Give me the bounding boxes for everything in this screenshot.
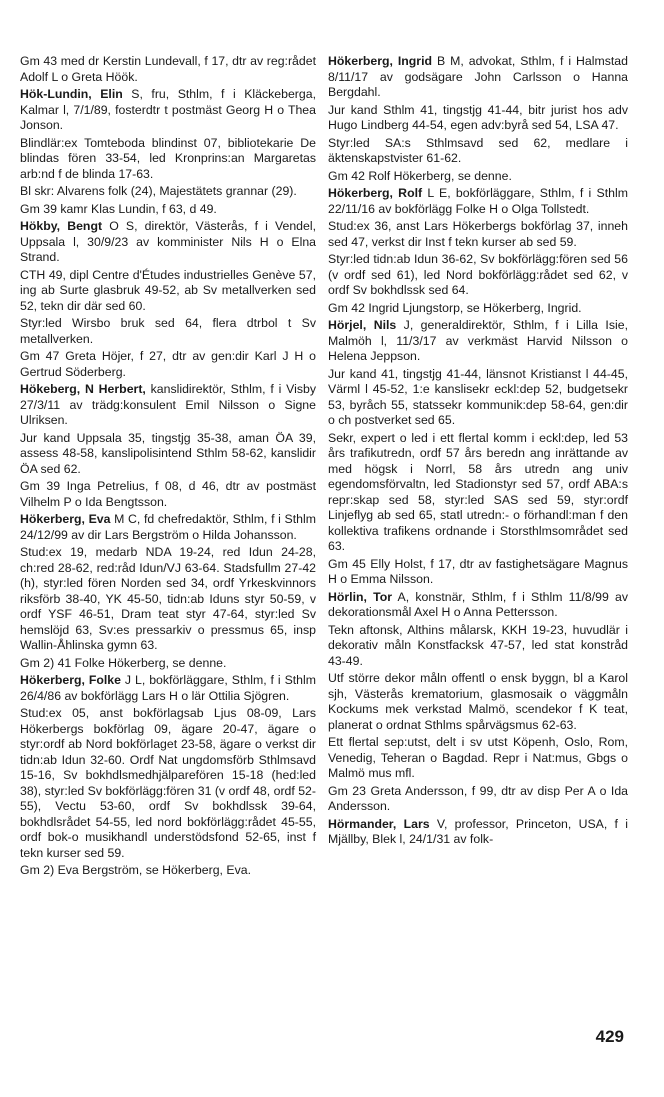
biography-paragraph (20, 316, 316, 347)
entry-text: Stud:ex 36, anst Lars Hökerbergs bokförlag 37, inneh sed 47, verkst dir Inst f tekn kurser ab sed 59. (328, 219, 628, 249)
biography-entry (328, 318, 628, 365)
entry-text: Styr:led tidn:ab Idun 36-62, Sv bokförlägg:fören sed 56 (v ordf sed 61), led Nord bokförlägg:rådet sed 62, v ordf Sv bokhdlssk sed 64. (328, 252, 628, 297)
entry-text: J, generaldirektör, Sthlm, f i Lilla Isie, Malmöh l, 11/3/17 av verkmäst Harvid Nilsson o Helena Jeppson. (328, 318, 628, 363)
entry-name: Hörjel, Nils (328, 318, 397, 332)
biography-entry (328, 817, 628, 848)
entry-text: Ett flertal sep:utst, delt i sv utst Köpenh, Oslo, Rom, Venedig, Teheran o Bagdad. Repr i Nat:mus, Gbgs o Malmö mus mfl. (328, 735, 628, 780)
entry-text: Gm 42 Rolf Hökerberg, se denne. (328, 168, 512, 183)
biography-paragraph (328, 671, 628, 733)
entry-name: Hörmander, Lars (328, 816, 430, 831)
biography-paragraph (328, 557, 628, 588)
entry-name: Hörlin, Tor (328, 589, 393, 604)
entry-text: Utf större dekor måln offentl o ensk byggn, bl a Karol sjh, Västerås krematorium, glasmosaik o väggmåln Kockums mek verkstad Malmö, scendekor f K teat, planerat o ordnat Sthlms spårvägsmus 62-63. (328, 671, 628, 732)
biography-paragraph (20, 136, 316, 183)
biography-paragraph (328, 301, 628, 317)
entry-text: Stud:ex 19, medarb NDA 19-24, red Idun 24-28, ch:red 28-62, red:råd Idun/VJ 63-64. Stadsfullm 27-42 (h), styr:led fören Norden sed 34, ordf Yrkeskvinnors riksförb 38-40, YK 45-50, tidn:ab Iduns styr 50-59, v ordf YSF 46-51, Dram teat styr 47-64, styr:led Sv hemslöjd 63, Sv:es pressarkiv o pressmus 65, insp Wallin-Åhlinska gymn 63. (20, 545, 316, 652)
entry-text: M C, fd chefredaktör, Sthlm, f i Sthlm 24/12/99 av dir Lars Bergström o Hilda Johansson. (20, 512, 316, 542)
entry-text: Blindlär:ex Tomteboda blindinst 07, bibliotekarie De blindas fören 33-54, led Kronprins:an Margaretas arb:nd f de blinda 17-63. (20, 135, 316, 181)
entry-text: Stud:ex 05, anst bokförlagsab Ljus 08-09, Lars Hökerbergs bokförlag 09, ägare 20-47, ägare o styr:ordf ab Nord bokförlaget 23-58, ägare o verkst dir tidn:ab Idun 32-60. Ordf Nat ungdomsförb Sthlmsavd 15-16, Sv bokhdlsmedhjälparefören 15-18 (hed:led 38), styr:led Sv bokförlägg:fören 31 (v ordf 48, ordf 52-55), Vectu 53-60, ordf Sv bokhdlssk 39-64, bokhdlsrådet 54-55, led nord bokförlägg:rådet 45-55, ordf bok-o musikhandl understödsfond 52-65, inst f tekn kurser sed 59. (20, 706, 316, 860)
biography-entry (328, 590, 628, 621)
entry-text: L E, bokförläggare, Sthlm, f i Sthlm 22/11/16 av bokförlägg Folke H o Olga Tollstedt. (328, 186, 628, 216)
entry-text: Gm 2) Eva Bergström, se Hökerberg, Eva. (20, 863, 251, 877)
page-number: 429 (595, 1027, 624, 1046)
entry-name: Hökerberg, Rolf (328, 186, 423, 200)
biography-entry (20, 382, 316, 429)
biography-paragraph (20, 184, 316, 200)
biography-entry (20, 219, 316, 266)
biography-paragraph (20, 545, 316, 654)
biography-entry (20, 87, 316, 134)
entry-text: kanslidirektör, Sthlm, f i Visby 27/3/11 av trädg:konsulent Emil Nilsson o Signe Ulriksen. (20, 382, 317, 427)
entry-text: V, professor, Princeton, USA, f i Mjällby, Blek l, 24/1/31 av folk- (328, 816, 628, 846)
entry-text: Gm 45 Elly Holst, f 17, dtr av fastighetsägare Magnus H o Emma Nilsson. (328, 556, 628, 586)
biography-paragraph (20, 863, 316, 879)
biography-entry (20, 512, 316, 543)
entry-name: Hökerberg, Folke (20, 673, 121, 687)
entry-name: Hök-Lundin, Elin (20, 87, 123, 101)
entry-name: Hökeberg, N Herbert, (20, 382, 146, 396)
entry-text: A, konstnär, Sthlm, f i Sthlm 11/8/99 av dekorationsmål Axel H o Anna Pettersson. (328, 589, 628, 619)
entry-text: J L, bokförläggare, Sthlm, f i Sthlm 26/4/86 av bokförlägg Lars H o lär Ottilia Sjögren. (20, 673, 316, 703)
biography-paragraph (328, 431, 628, 555)
entry-text: Gm 23 Greta Andersson, f 99, dtr av disp Per A o Ida Andersson. (328, 783, 628, 813)
left-column (20, 54, 316, 881)
biography-paragraph (20, 202, 316, 218)
right-column (328, 54, 628, 850)
entry-text: B M, advokat, Sthlm, f i Halmstad 8/11/17 av godsägare John Carlsson o Hanna Bergdahl. (328, 54, 628, 99)
entry-text: Sekr, expert o led i ett flertal komm i eckl:dep, led 53 års trafikutredn, ordf 57 års beredn ang inrättande av med högsk i Norrl, 58 års utredn ang univ egendomsförvaltn, led Stadionstyr sed 57, ordf ABA:s repr:skap sed 58, styr:led SAS sed 59, styr:ordf Linjeflyg ab sed 65, statl utredn:- o förhandl:man f den kollektiva trafikens ordnande i Storsthlmsområdet sed 63. (328, 430, 628, 553)
biography-paragraph (20, 349, 316, 380)
biography-entry (20, 673, 316, 704)
entry-name: Hökerberg, Eva (20, 512, 111, 526)
entry-text: Gm 39 Inga Petrelius, f 08, d 46, dtr av postmäst Vilhelm P o Ida Bengtsson. (20, 479, 316, 509)
entry-text: Jur kand Uppsala 35, tingstjg 35-38, aman ÖA 39, assess 48-58, kanslipolisintend Sthlm 58-62, kanslidir ÖA sed 62. (20, 430, 316, 476)
biography-paragraph (20, 431, 316, 478)
entry-text: CTH 49, dipl Centre d'Études industrielles Genève 57, ing ab Surte glasbruk 49-52, ab Sv metallverken sed 52, tekn dir där sed 60. (20, 267, 316, 313)
biography-paragraph (20, 656, 316, 672)
biography-paragraph (20, 706, 316, 861)
entry-text: Gm 2) 41 Folke Hökerberg, se denne. (20, 655, 227, 670)
biography-paragraph (328, 219, 628, 250)
entry-text: Styr:led SA:s Sthlmsavd sed 62, medlare i äktenskapstvister 61-62. (328, 135, 628, 165)
entry-text: Gm 43 med dr Kerstin Lundevall, f 17, dtr av reg:rådet Adolf L o Greta Höök. (20, 54, 316, 84)
biography-paragraph (328, 735, 628, 782)
biography-paragraph (328, 367, 628, 429)
entry-text: Jur kand 41, tingstjg 41-44, länsnot Kristianst l 44-45, Värml l 45-52, 1:e kanslisekr eckl:dep 52, budgetsekr 53, byråch 55, statssekr kommunik:dep 58-64, gen:dir o ch postverket sed 65. (328, 366, 628, 427)
entry-name: Hökby, Bengt (20, 219, 103, 233)
biography-paragraph (20, 479, 316, 510)
entry-text: Tekn aftonsk, Althins målarsk, KKH 19-23, huvudlär i dekorativ måln Konstfacksk 47-57, led stat konstråd 43-49. (328, 622, 628, 668)
biography-paragraph (328, 136, 628, 167)
biography-paragraph (20, 54, 316, 85)
entry-text: O S, direktör, Västerås, f i Vendel, Uppsala l, 30/9/23 av komminister Nils H o Elna Strand. (20, 219, 316, 264)
entry-text: S, fru, Sthlm, f i Kläckeberga, Kalmar l, 7/1/89, fosterdtr t postmäst Georg H o Thea Jonson. (20, 87, 316, 132)
biography-paragraph (20, 268, 316, 315)
entry-text: Gm 42 Ingrid Ljungstorp, se Hökerberg, Ingrid. (328, 300, 582, 315)
entry-text: Bl skr: Alvarens folk (24), Majestätets grannar (29). (20, 184, 297, 198)
entry-text: Gm 47 Greta Höjer, f 27, dtr av gen:dir Karl J H o Gertrud Söderberg. (20, 349, 316, 379)
biography-entry (328, 186, 628, 217)
entry-name: Hökerberg, Ingrid (328, 54, 433, 68)
biography-paragraph (328, 784, 628, 815)
entry-text: Styr:led Wirsbo bruk sed 64, flera dtrbol t Sv metallverken. (20, 316, 316, 346)
biography-paragraph (328, 169, 628, 185)
biography-entry (328, 54, 628, 101)
biography-paragraph (328, 103, 628, 134)
biography-paragraph (328, 623, 628, 670)
entry-text: Gm 39 kamr Klas Lundin, f 63, d 49. (20, 201, 217, 216)
entry-text: Jur kand Sthlm 41, tingstjg 41-44, bitr jurist hos adv Hugo Lindberg 44-54, egen adv:byrå sed 54, LSA 47. (328, 102, 628, 132)
biography-paragraph (328, 252, 628, 299)
